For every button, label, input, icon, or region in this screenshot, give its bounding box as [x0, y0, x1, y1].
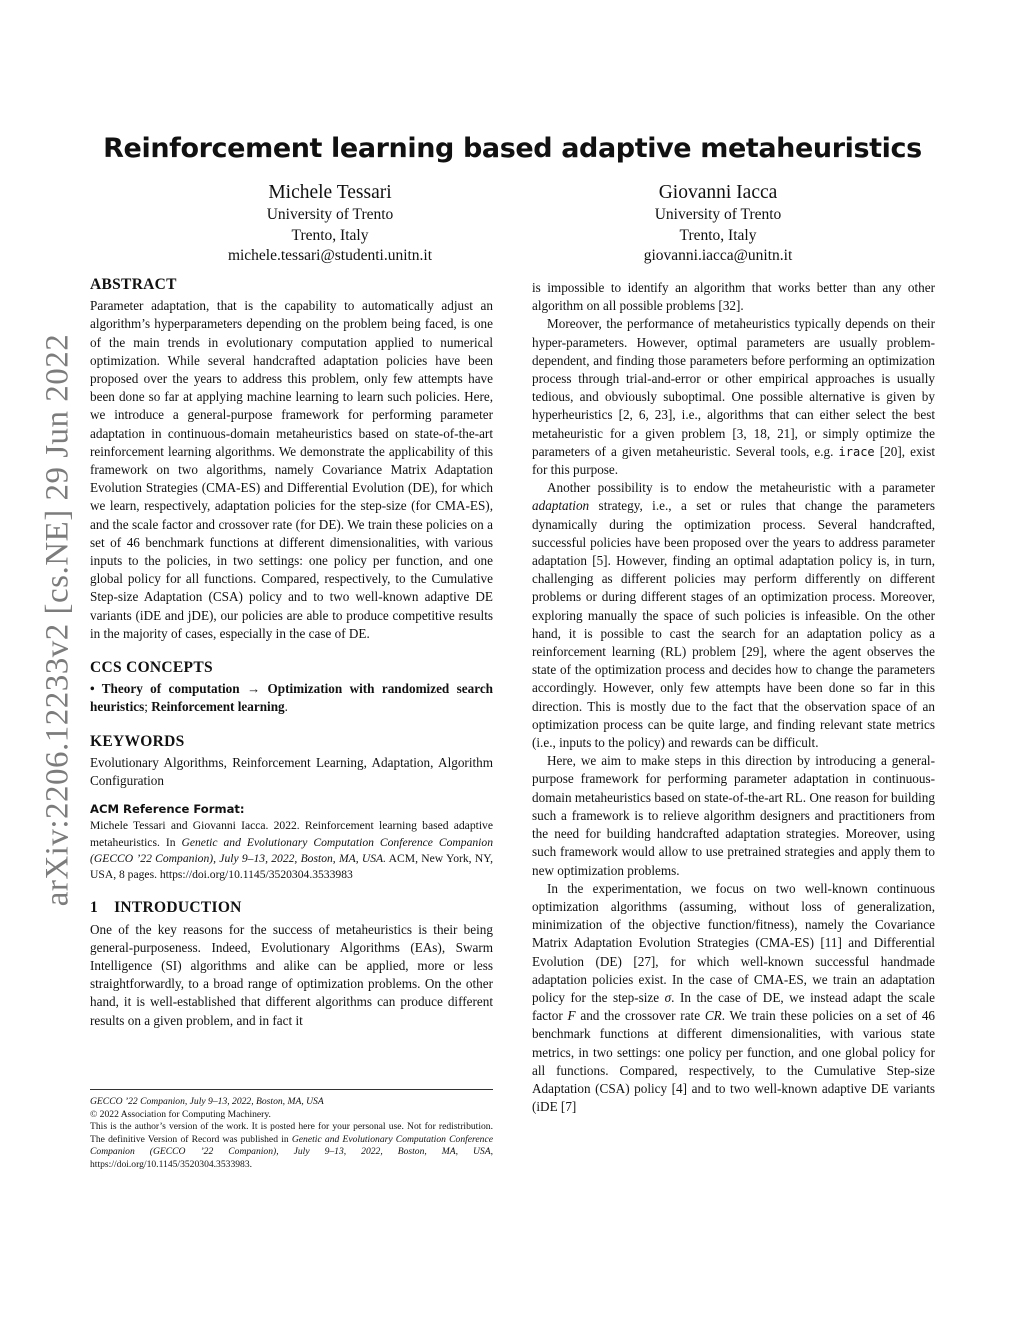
footnote-notice: This is the author’s version of the work. It is posted here for your personal use. Not for redistribution. The definitive Version of Record was published in Genetic and Evolutionary Computation Conference Companion (GECCO ’22 Companion), July 9–13, 2022, Boston, MA, USA, https://doi.org/10.1145/3520304.3533983.: [90, 1121, 493, 1170]
ccs-end: .: [284, 699, 288, 715]
ccs-separator: ;: [144, 699, 152, 715]
paragraph: In the experimentation, we focus on two well-known continuous optimization algorithms (assuming, without loss of generalization, minimization of the objective function/fitness), namely the Covariance Matrix Adaptation Evolution Strategies (CMA-ES) [11] and Differential Evolution (DE) [27], for which well-known successful handmade adaptation policies exist. In the case of CMA-ES, we train an adaptation policy for the step-size σ. In the case of DE, we instead adapt the scale factor F and the crossover rate CR. We train these policies on a set of 46 benchmark functions at different dimensionalities, with various state metrics, in two settings: one policy per function, and one global policy for all functions. Compared, respectively, to the Cumulative Step-size Adaptation (CSA) policy [4] and to two well-known adaptive DE variants (iDE [7]: [532, 880, 936, 1115]
acm-reference-authors: Michele Tessari and Giovanni Iacca. 2022. Reinforcement learning based adaptive metaheuristics. In: [90, 819, 493, 849]
paragraph: Here, we aim to make steps in this direction by introducing a general-purpose framework for performing parameter adaptation in continuous-domain metaheuristics based on state-of-the-art RL. One reason for building such a framework is to relieve algorithm designers and practitioners from the need for building handcrafted adaptation strategies. Moreover, using such framework would allow to use pretrained strategies and apply them to new optimization problems.: [532, 753, 935, 878]
acm-reference-doi: ACM, New York, NY, USA, 8 pages. https://doi.org/10.1145/3520304.3533983: [90, 851, 493, 882]
footnote-copyright: © 2022 Association for Computing Machinery.: [90, 1108, 271, 1120]
code-irace: irace: [838, 444, 875, 459]
footnotes: [90, 1089, 493, 1172]
paragraph: Another possibility is to endow the metaheuristic with a parameter adaptation strategy, i.e., a set or rules that change the parameters dynamically during the optimization process. Several handcrafted, successful policies have been proposed over the years to address parameter adaptation [5]. However, finding an optimal adaptation policy is, in turn, challenging as different policies may perform differently on different problems or during different stages of an optimization process. Moreover, exploring manually the space of such policies is infeasible. On the other hand, it is possible to cast the search for an adaptation policy as a reinforcement learning (RL) problem [29], where the agent observes the state of the optimization process and decides how to change the parameters accordingly. However, only few attempts have been done so far in this direction. This is mostly due to the fact that the observation space of an optimization process can be quite large, and finding relevant state metrics (i.e., inputs to the policy) and rewards can be difficult.: [532, 480, 935, 751]
keywords-text: Evolutionary Algorithms, Reinforcement Learning, Adaptation, Algorithm Configuration: [90, 754, 493, 789]
ccs-heading: CCS CONCEPTS: [90, 659, 213, 677]
author-block-1: [120, 181, 540, 267]
author-location: Trento, Italy: [679, 226, 757, 244]
keywords-heading: KEYWORDS: [90, 732, 185, 750]
author-email: giovanni.iacca@unitn.it: [643, 247, 793, 264]
right-column: [532, 279, 935, 1116]
author-affiliation: University of Trento: [266, 206, 394, 223]
author-location: Trento, Italy: [291, 226, 369, 244]
author-block-2: [508, 181, 928, 267]
paragraph: is impossible to identify an algorithm that works better than any other algorithm on all possible problems [32].: [532, 280, 935, 314]
author-name: Michele Tessari: [268, 182, 392, 203]
introduction-heading: [90, 899, 493, 917]
abstract-text: Parameter adaptation, that is the capability to automatically adjust an algorithm’s hyperparameters depending on the problem being faced, is one of the main trends in evolutionary computation applied to numerical optimization. While several handcrafted adaptation policies have been proposed over the years to address this problem, only few attempts have been done so far at applying machine learning to learn such policies. Here, we introduce a general-purpose framework for performing parameter adaptation in continuous-domain metaheuristics based on state-of-the-art reinforcement learning algorithms. We demonstrate the applicability of this framework on two algorithms, namely Covariance Matrix Adaptation Evolution Strategies (CMA-ES) and Differential Evolution (DE), for which we learn, respectively, adaptation policies for the step-size (for CMA-ES), and the scale factor and crossover rate (for DE). We train these policies on a set of 46 benchmark functions at different dimensionalities, with various inputs to the policies, in two settings: one policy per function, and one global policy for all functions. Compared, respectively, to the Cumulative Step-size Adaptation (CSA) policy and to two well-known adaptive DE variants (iDE and jDE), our policies are able to produce competitive results in the majority of cases, especially in the case of DE.: [90, 298, 493, 641]
left-column: [90, 276, 493, 1030]
acm-reference-heading: ACM Reference Format:: [90, 802, 245, 817]
abstract-heading: ABSTRACT: [90, 276, 177, 293]
ccs-concept-2: Reinforcement learning: [151, 699, 285, 715]
bullet: •: [90, 681, 95, 697]
footnote-conference: GECCO ’22 Companion, July 9–13, 2022, Boston, MA, USA: [90, 1096, 324, 1107]
paper-title: Reinforcement learning based adaptive metaheuristics: [103, 133, 922, 164]
intro-paragraph-1: One of the key reasons for the success of metaheuristics is their being general-purposeness. Indeed, Evolutionary Algorithms (EAs), Swarm Intelligence (SI) algorithms and alike can be applied, more or less straightforwardly, to a broad range of optimization problems. On the other hand, it is well-established that different algorithms can produce different results on a given problem, and in fact it: [90, 921, 493, 1028]
section-number: 1: [90, 899, 99, 917]
author-email: michele.tessari@studenti.unitn.it: [227, 247, 433, 264]
acm-reference-venue: Genetic and Evolutionary Computation Conference Companion (GECCO ’22 Companion), July 9–13, 2022, Boston, MA, USA.: [90, 835, 493, 865]
section-title: INTRODUCTION: [114, 899, 242, 917]
acm-reference-text: [90, 818, 493, 883]
paragraph: Moreover, the performance of metaheuristics typically depends on their hyper-parameters. However, optimal parameters are usually problem-dependent, and finding those parameters before performing an optimization process through trial-and-error or other empirical approaches is usually tedious, and obviously suboptimal. One possible alternative is given by hyperheuristics [2, 6, 23], i.e., algorithms that can either select the best metaheuristic for a given problem [3, 18, 21], or simply optimize the parameters of a given metaheuristic. Several tools, e.g. irace [20], exist for this purpose.: [532, 316, 935, 478]
author-affiliation: University of Trento: [654, 206, 782, 223]
author-name: Giovanni Iacca: [658, 182, 778, 203]
arxiv-identifier: arXiv:2206.12233v2 [cs.NE] 29 Jun 2022: [39, 333, 76, 907]
ccs-concept-1: Theory of computation → Optimization with randomized search heuristics: [90, 681, 494, 715]
ccs-concepts: [90, 680, 493, 716]
